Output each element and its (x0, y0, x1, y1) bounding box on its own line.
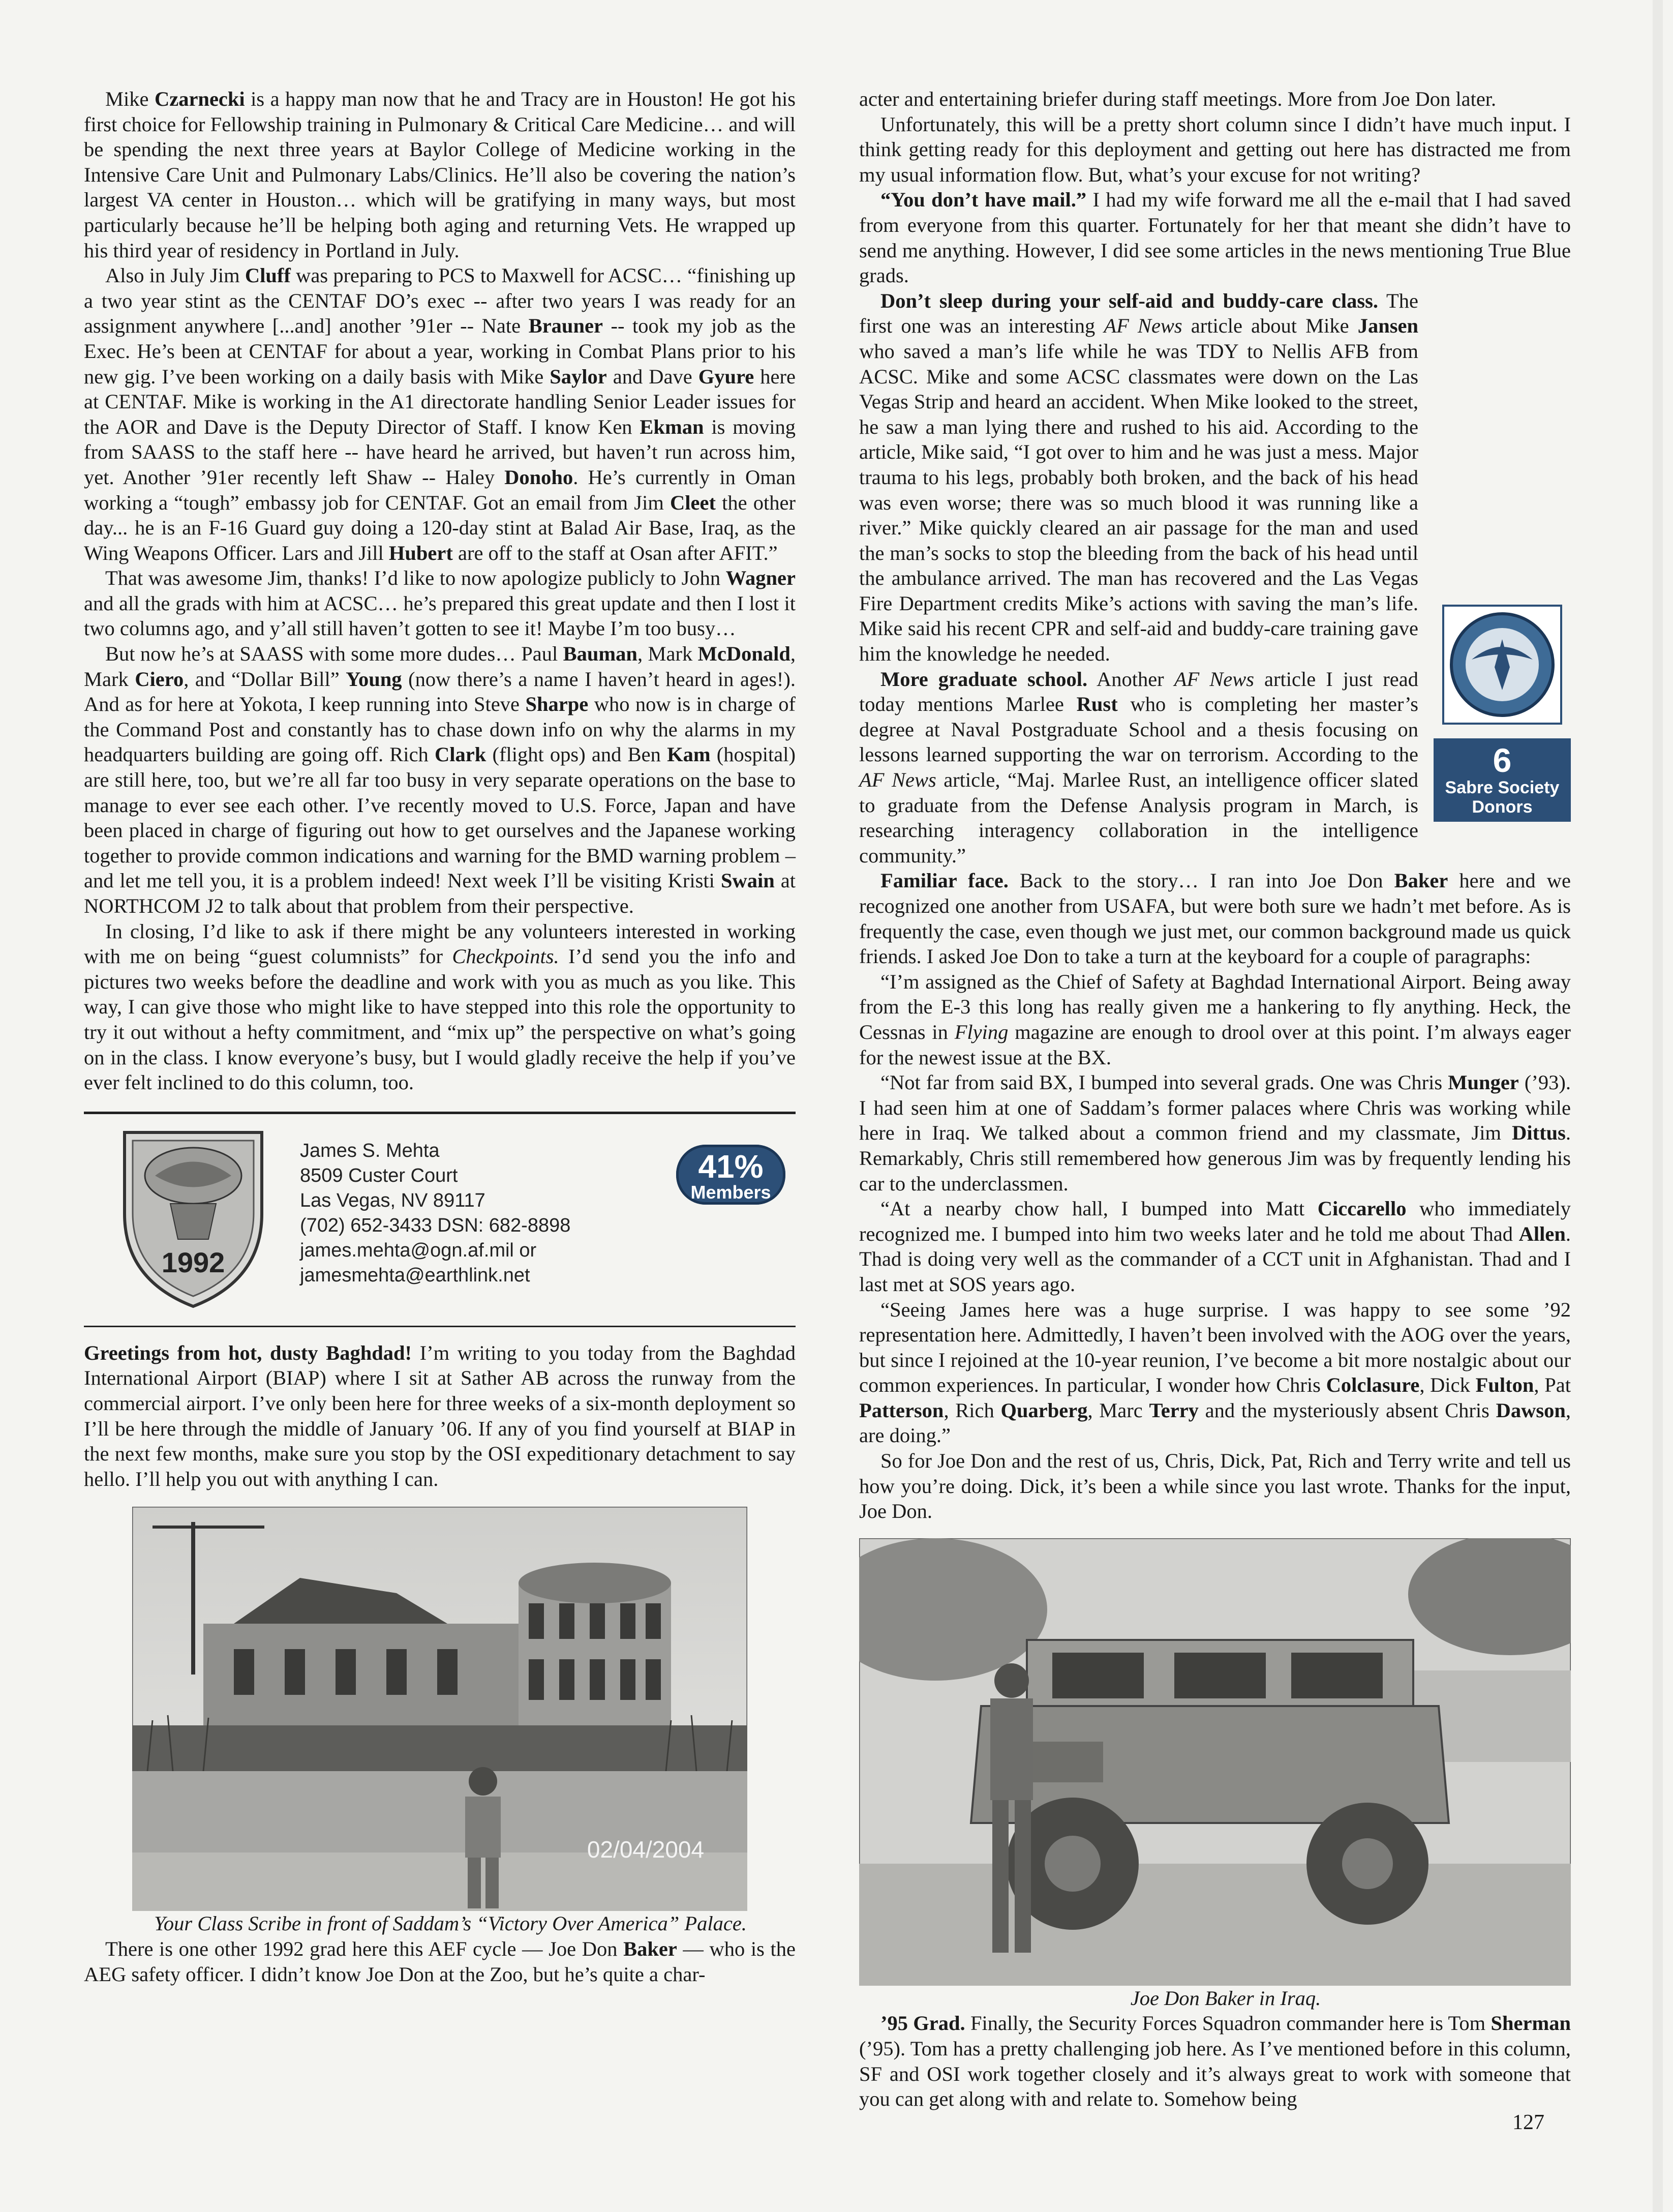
paragraph (84, 641, 796, 919)
text-run: (flight ops) and Ben (486, 743, 667, 766)
text-run: , Mark (84, 642, 796, 691)
paragraph (859, 86, 1571, 112)
bold-name: Baker (1394, 869, 1448, 892)
bold-name: Ciero (135, 667, 184, 691)
text-run: , Marc (1087, 1398, 1149, 1422)
sabre-society-logo-icon (1441, 604, 1563, 726)
paragraph (84, 565, 796, 641)
bold-name: Bauman (563, 642, 637, 666)
text-run: article about Mike (1182, 314, 1358, 338)
text-run: — who is the AEG safety officer. I didn’t know Joe Don at the Zoo, but he’s quite a char- (84, 1937, 796, 1986)
bold-name: Colclasure (1326, 1373, 1420, 1397)
bold-name: Patterson (859, 1398, 944, 1422)
crest-year: 1992 (161, 1246, 225, 1278)
bold-name: Quarberg (1000, 1398, 1088, 1422)
text-run: here at CENTAF. Mike is working in the A1 directorate handling Senior Leader issues for the AOR and Dave is the Deputy Director of Staff. I know Ken (84, 365, 796, 438)
contact-email-1[interactable]: james.mehta@ogn.af.mil or (300, 1239, 537, 1261)
palace-photo (132, 1507, 747, 1911)
bold-name: ’95 Grad. (880, 2012, 965, 2035)
sabre-donors-number: 6 (1493, 741, 1512, 780)
paragraph (859, 187, 1571, 288)
bold-name: Dawson (1496, 1398, 1566, 1422)
text-run: Finally, the Security Forces Squadron commander here is Tom (965, 2012, 1491, 2035)
text-run: (’95). Tom has a pretty challenging job here. As I’ve mentioned before in this column, SF and OSI work together closely and it’s always great to work with someone that you can get along with and relate to. Somehow being (859, 2037, 1571, 2111)
text-run: and the mysteriously absent Chris (1198, 1398, 1496, 1422)
bold-name: Rust (1076, 693, 1118, 716)
bold-name: Dittus (1512, 1121, 1566, 1145)
text-run: was preparing to PCS to Maxwell for ACSC… “finishing up a two year stint as the CENTAF DO’s exec -- after two years I was ready for an assignment anywhere [...and] another ’91er -- Nate (84, 264, 796, 338)
text-run: , Pat (1534, 1373, 1571, 1397)
bold-name: Czarnecki (154, 87, 245, 110)
contact-name: James S. Mehta (300, 1140, 440, 1161)
paragraph (84, 263, 796, 565)
page-number: 127 (1512, 2111, 1544, 2134)
text-run: the other day... he is an F-16 Guard guy doing a 120-day stint at Balad Air Base, Iraq, as the Wing Weapons Officer. Lars and Jill (84, 491, 796, 564)
text-run: are off to the staff at Osan after AFIT.” (452, 541, 778, 564)
membership-percent: 41% (698, 1148, 764, 1185)
sabre-donors-label-1: Sabre Society (1445, 778, 1560, 798)
photo-date-stamp: 02/04/2004 (587, 1836, 705, 1863)
bold-name: Cluff (245, 264, 291, 287)
text-run: The first one was an interesting (859, 289, 1419, 338)
bold-name: Kam (667, 743, 711, 766)
bold-name: Sharpe (525, 693, 589, 716)
membership-badge (676, 1145, 785, 1205)
text-run: and all the grads with him at ACSC… he’s prepared this great update and then I lost it two columns ago, and y’all still haven’t gotten to see it! Maybe I’m too busy… (84, 591, 796, 640)
text-run: , and “Dollar Bill” (184, 667, 346, 691)
italic-text: AF News (1104, 314, 1182, 338)
sabre-donors-count (1434, 738, 1571, 822)
italic-text: AF News (859, 768, 936, 792)
bold-name: Young (346, 667, 402, 691)
paragraph (84, 86, 796, 263)
text-run: is moving from SAASS to the staff here -- have heard he arrived, but haven’t run across him, yet. Another ’91er recently left Shaw -- Haley (84, 415, 796, 489)
text-run: But now he’s at SAASS with some more dudes… Paul (105, 642, 563, 666)
text-run: (now there’s a name I haven’t heard in ages!). And as for here at Yokota, I keep running into Steve (84, 667, 796, 716)
text-run: , Mark (637, 642, 698, 666)
italic-text: Flying (954, 1020, 1009, 1043)
text-run: Back to the story… I ran into Joe Don (1008, 869, 1394, 892)
bold-name: Ekman (640, 415, 704, 438)
right-column (859, 86, 1571, 2112)
text-run: Unfortunately, this will be a pretty short column since I didn’t have much input. I think getting ready for this deployment and getting out here has distracted me from my usual information flow. But, what’s your excuse for not writing? (859, 112, 1571, 186)
contact-phone: (702) 652-3433 DSN: 682-8898 (300, 1214, 571, 1236)
contact-email-2[interactable]: jamesmehta@earthlink.net (300, 1264, 530, 1286)
text-run: article, “Maj. Marlee Rust, an intelligence officer slated to graduate from the Defense Analysis program in March, is researching interagency collaboration in the intelligence community.” (859, 768, 1418, 867)
text-run: , Dick (1419, 1373, 1476, 1397)
text-run: acter and entertaining briefer during staff meetings. More from Joe Don later. (859, 87, 1497, 110)
bold-name: Munger (1448, 1071, 1519, 1094)
bold-name: Don’t sleep during your self-aid and buddy-care class. (880, 289, 1378, 312)
paragraph (859, 1448, 1571, 1524)
contact-address (300, 1139, 570, 1288)
text-run: . He’s currently in Oman working a “tough” embassy job for CENTAF. Got an email from Jim (84, 465, 796, 514)
palace-photo-image (132, 1507, 747, 1911)
text-run: who is completing her master’s degree at Naval Postgraduate School and a thesis focusing on lessons learned supporting the war on terrorism. According to the (859, 693, 1419, 766)
bold-name: Wagner (725, 566, 796, 590)
bold-name: “You don’t have mail.” (880, 188, 1087, 212)
text-run: (’93). I had seen him at one of Saddam’s former palaces where Chris was working while here in Iraq. We talked about a common friend and my classmate, Jim (859, 1071, 1571, 1145)
italic-text: Checkpoints. (452, 945, 559, 968)
text-run: There is one other 1992 grad here this AEF cycle — Joe Don (105, 1937, 624, 1960)
text-run: (hospital) are still here, too, but we’re all far too busy in very separate operations on the base to manage to ever see each other. I’ve recently moved to U.S. Force, Japan and have been placed in charge of figuring out how to get ourselves and the Japanese working together to provide common indications and warning for the BMD warning problem – and let me tell you, it is a problem indeed! Next week I’ll be visiting Kristi (84, 743, 796, 892)
class-scribe-contact (84, 1123, 796, 1317)
left-column (84, 86, 796, 1987)
bold-name: More graduate school. (880, 667, 1088, 691)
paragraph (859, 1297, 1571, 1449)
text-run: magazine are enough to drool over at this point. I’m always eager for the newest issue at the BX. (859, 1020, 1571, 1069)
paragraph (84, 1936, 796, 1987)
text-run: at NORTHCOM J2 to talk about that problem from their perspective. (84, 869, 796, 917)
bold-name: Gyure (698, 365, 754, 388)
text-run: I’m writing to you today from the Baghdad International Airport (BIAP) where I sit at Sather AB across the runway from the commercial airport. I’ve only been here for three weeks of a six-month deployment so I’ll be here through the middle of January ’06. If any of you find yourself at BIAP in the next few months, make sure you stop by the OSI expeditionary detachment to say hello. I’ll help you out with anything I can. (84, 1341, 796, 1490)
text-run: who immediately recognized me. I bumped into him two weeks later and he told me about Thad (859, 1197, 1571, 1245)
bold-name: Greetings from hot, dusty Baghdad! (84, 1341, 412, 1364)
bold-name: Cleet (670, 491, 716, 514)
text-run: . Thad is doing very well as the commander of a CCT unit in Afghanistan. Thad and I last met at SOS years ago. (859, 1222, 1571, 1296)
text-run: , Rich (944, 1398, 1001, 1422)
bold-name: Sherman (1491, 2012, 1571, 2035)
sabre-donors-label-2: Donors (1472, 797, 1533, 817)
paragraph (859, 1070, 1571, 1196)
paragraph (859, 969, 1571, 1070)
bold-name: Swain (720, 869, 775, 892)
bold-name: Familiar face. (880, 869, 1009, 892)
text-run: “At a nearby chow hall, I bumped into Matt (880, 1197, 1318, 1220)
text-run: is a happy man now that he and Tracy are in Houston! He got his first choice for Fellowship training in Pulmonary & Critical Care Medicine… and will be spending the next three years at Baylor College of Medicine working in the Intensive Care Unit and Pulmonary Labs/Clinics. He’ll also be covering the nation’s largest VA center in Houston… which will be gratifying in many ways, but most particularly because he’ll be helping both aging and returning Vets. He wrapped up his third year of residency in Portland in July. (84, 87, 796, 262)
text-run: I’d send you the info and pictures two weeks before the deadline and work with you as much as you like. This way, I can give those who might like to have stepped into this role the opportunity to try it out without a hefty commitment, and “mix up” the perspective on what’s going on in the class. I know everyone’s busy, but I would gladly receive the help if you’ve ever felt inclined to do this column, too. (84, 945, 796, 1094)
humvee-photo-image (859, 1538, 1571, 1986)
italic-text: AF News (1174, 667, 1254, 691)
text-run: Another (1087, 667, 1174, 691)
text-run: here and we recognized one another from USAFA, but were both sure we hadn’t met before. As is frequently the case, even though we just met, our common background made us quick friends. I asked Joe Don to take a turn at the keyboard for a couple of paragraphs: (859, 869, 1571, 968)
text-run: and Dave (606, 365, 698, 388)
contact-street: 8509 Custer Court (300, 1164, 458, 1186)
text-run: “I’m assigned as the Chief of Safety at Baghdad International Airport. Being away from the E-3 this long has really given me a hankering to fly anything. Heck, the Cessnas in (859, 970, 1571, 1043)
text-run: , are doing.” (859, 1398, 1571, 1447)
photo-caption: Your Class Scribe in front of Saddam’s “Victory Over America” Palace. (154, 1912, 747, 1935)
humvee-photo (859, 1538, 1571, 1986)
sabre-society-box (1434, 604, 1571, 822)
text-run: So for Joe Don and the rest of us, Chris, Dick, Pat, Rich and Terry write and tell us how you’re doing. Dick, it’s been a while since you last wrote. Thanks for the input, Joe Don. (859, 1449, 1571, 1523)
bold-name: Brauner (528, 314, 603, 338)
divider (84, 1326, 796, 1327)
text-run: “Not far from said BX, I bumped into several grads. One was Chris (880, 1071, 1448, 1094)
bold-name: Fulton (1475, 1373, 1534, 1397)
text-run: -- took my job as the Exec. He’s been at CENTAF for about a year, working in Combat Plans prior to his new gig. I’ve been working on a daily basis with Mike (84, 314, 796, 388)
page-edge (1653, 0, 1663, 2212)
bold-name: Jansen (1357, 314, 1419, 338)
paragraph (859, 112, 1571, 188)
bold-name: Terry (1149, 1398, 1199, 1422)
bold-name: Clark (435, 743, 486, 766)
paragraph (859, 1196, 1571, 1297)
membership-label: Members (690, 1181, 771, 1203)
class-crest-icon (119, 1127, 267, 1310)
text-run: “Seeing James here was a huge surprise. I was happy to see some ’92 representation here. Admittedly, I haven’t been involved with the AOG over the years, but since I rejoined at the 10-year reunion, I’ve become a bit more nostalgic about our common experiences. In particular, I wonder how Chris (859, 1298, 1571, 1397)
text-run: article I just read today mentions Marlee (859, 667, 1418, 716)
bold-name: Saylor (550, 365, 607, 388)
text-run: who now is in charge of the Command Post and constantly has to chase down info on why the alarms in my headquarters building are going off. Rich (84, 693, 796, 766)
bold-name: Hubert (388, 541, 453, 564)
paragraph (859, 868, 1571, 969)
text-run: Also in July Jim (105, 264, 245, 287)
text-run: Mike (105, 87, 155, 110)
bold-name: Baker (623, 1937, 677, 1960)
bold-name: Ciccarello (1317, 1197, 1407, 1220)
divider (84, 1112, 796, 1114)
photo-caption: Joe Don Baker in Iraq. (1130, 1986, 1321, 2010)
paragraph (84, 1340, 796, 1492)
paragraph (84, 919, 796, 1095)
bold-name: McDonald (697, 642, 790, 666)
text-run: In closing, I’d like to ask if there might be any volunteers interested in working with me on being “guest columnists” for (84, 919, 796, 968)
contact-city: Las Vegas, NV 89117 (300, 1189, 485, 1211)
text-run: who saved a man’s life while he was TDY to Nellis AFB from ACSC. Mike and some ACSC classmates were down on the Las Vegas Strip and heard an accident. When Mike looked to the street, he saw a man lying there and rushed to his aid. According to the article, Mike said, “I got over to him and he was just a mess. Major trauma to his legs, probably both broken, and the back of his head was even worse; there was so much blood it was running like a river.” Mike quickly cleared an air passage for the man and used the man’s socks to stop the bleeding from the back of his head until the ambulance arrived. The man has recovered and the Las Vegas Fire Department credits Mike’s actions with saving the man’s life. Mike said his recent CPR and self-aid and buddy-care training gave him the knowledge he needed. (859, 339, 1418, 666)
paragraph (859, 2011, 1571, 2111)
text-run: . Remarkably, Chris still remembered how generous Jim was by frequently lending his car to the underclassmen. (859, 1121, 1571, 1195)
text-run: I had my wife forward me all the e-mail that I had saved from everyone from this quarter. Fortunately for her that meant she didn’t have to send me anything. However, I did see some articles in the news mentioning True Blue grads. (859, 188, 1571, 287)
text-run: That was awesome Jim, thanks! I’d like to now apologize publicly to John (105, 566, 726, 590)
bold-name: Donoho (504, 465, 573, 489)
bold-name: Allen (1518, 1222, 1566, 1245)
